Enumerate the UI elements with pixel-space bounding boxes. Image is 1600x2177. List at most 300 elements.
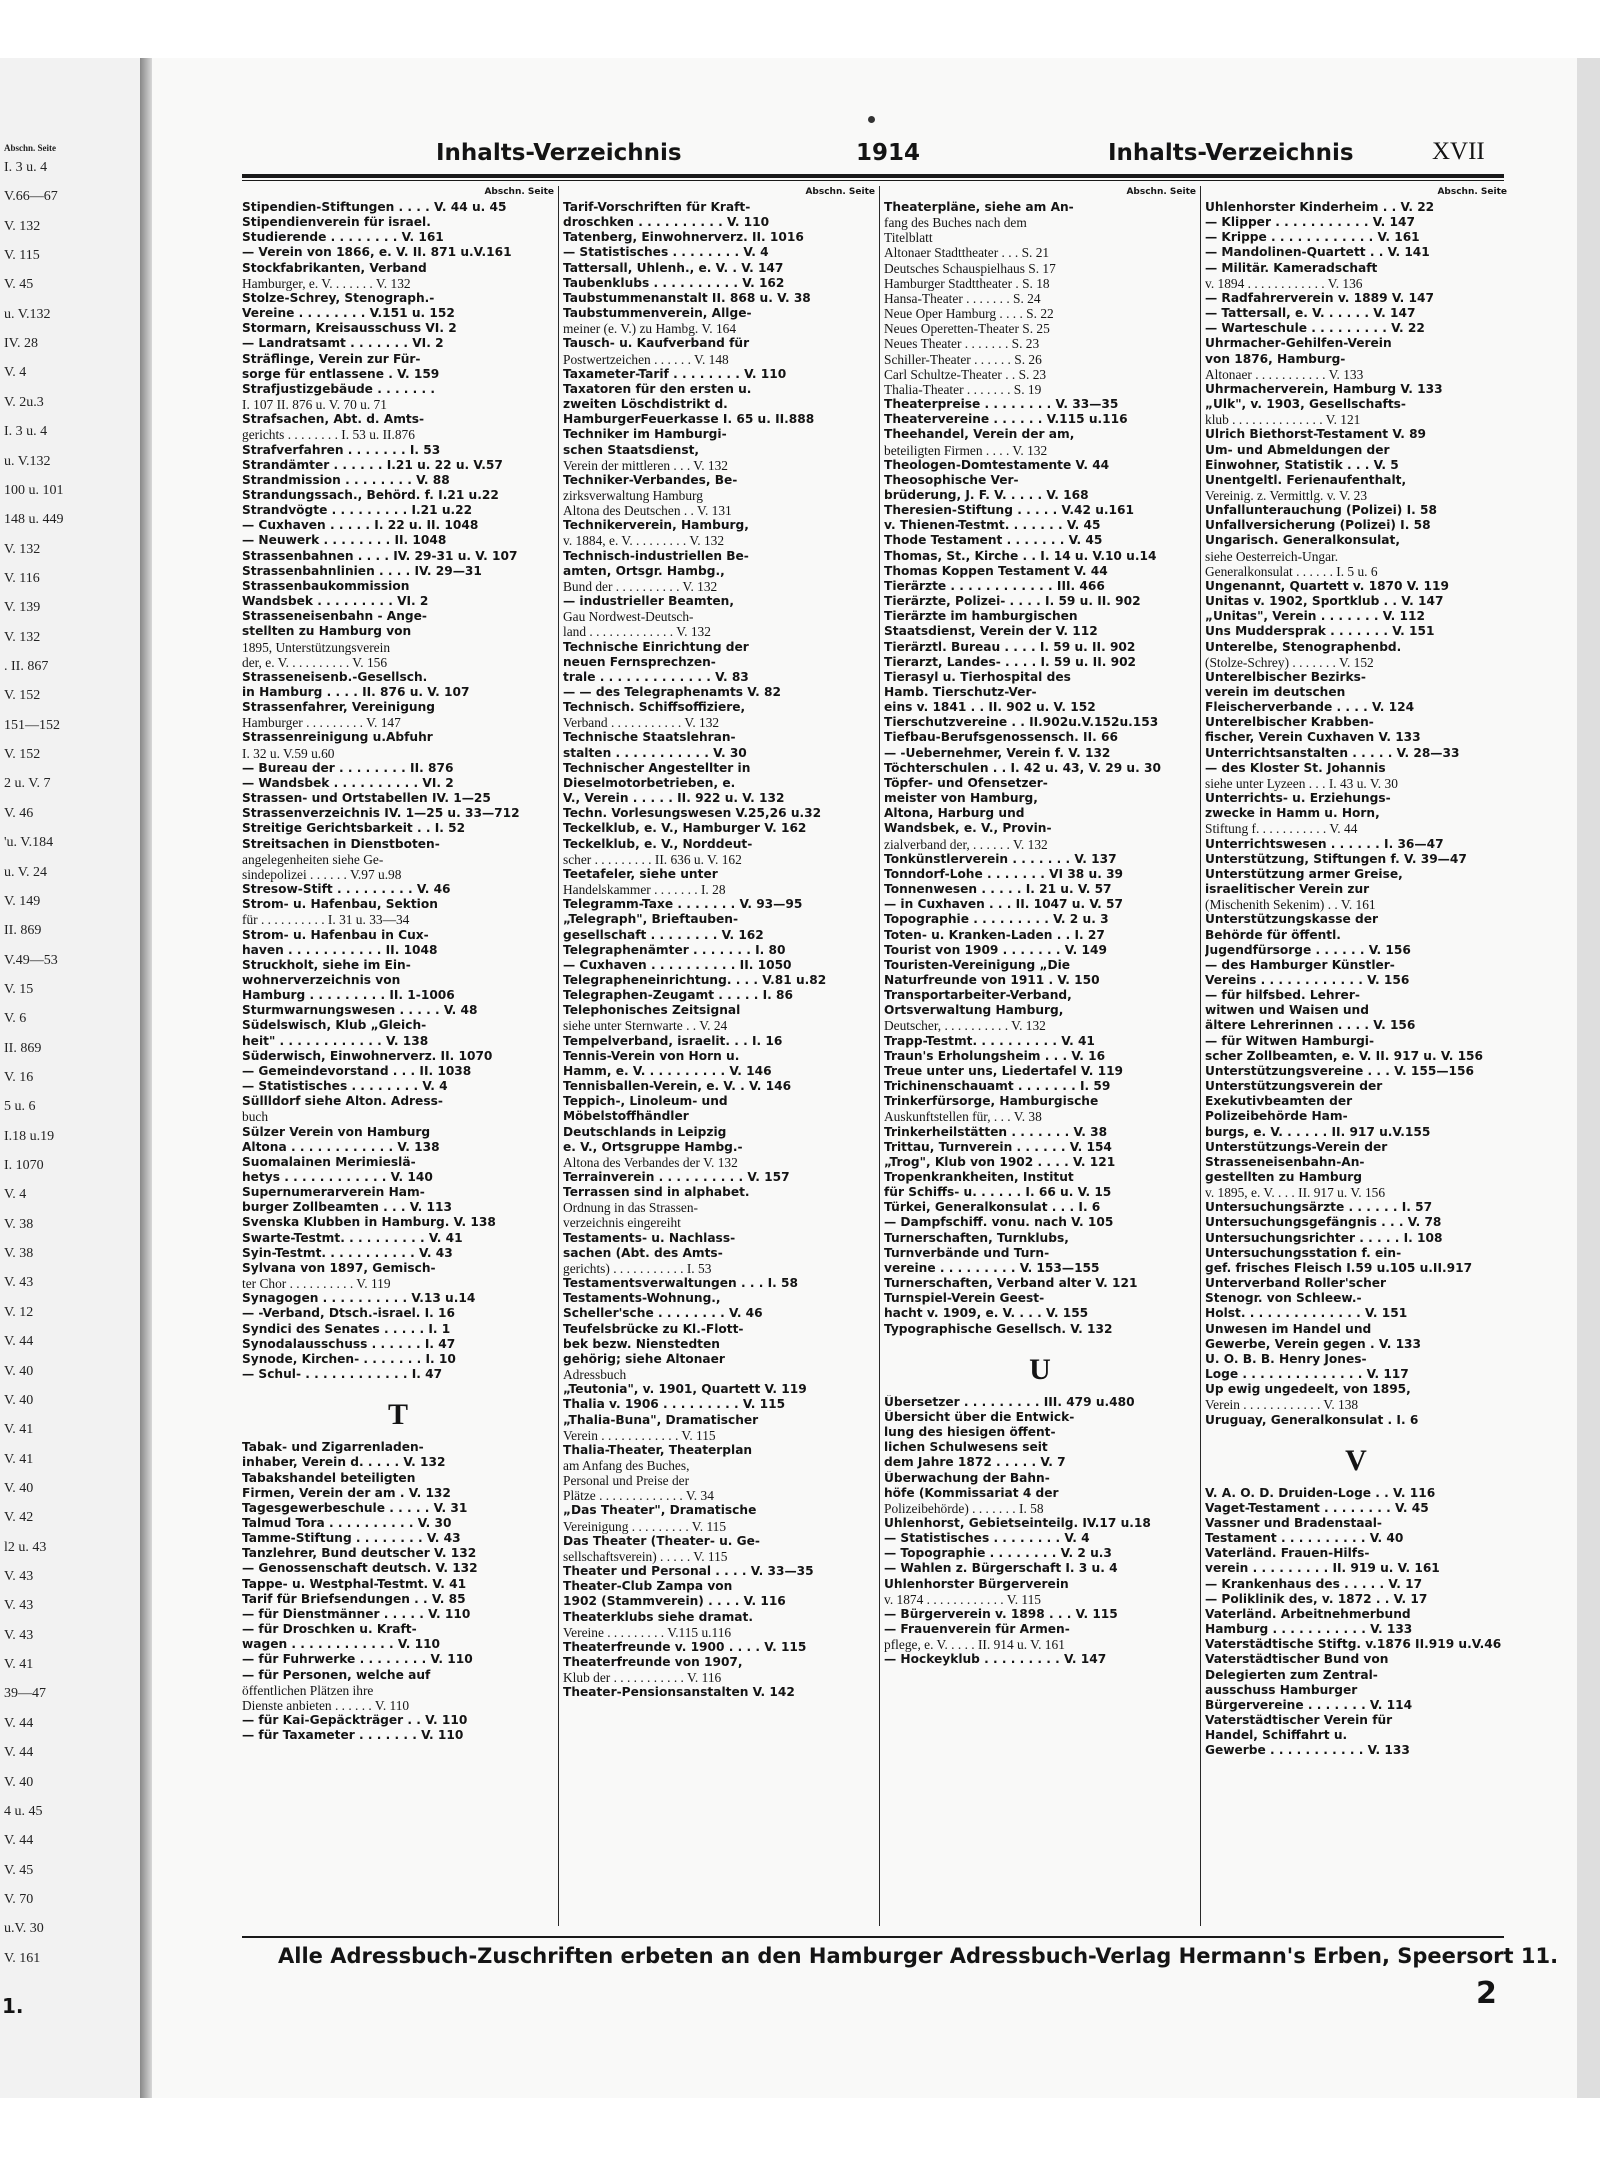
index-entry: Techniker-Verbandes, Be- bbox=[563, 472, 738, 487]
index-entry: Strafjustizgebäude . . . . . . . bbox=[242, 381, 436, 396]
index-entry: Treue unter uns, Liedertafel V. 119 bbox=[884, 1063, 1124, 1078]
index-entry: angelegenheiten siehe Ge- bbox=[242, 851, 384, 867]
index-entry: sachen (Abt. des Amts- bbox=[563, 1245, 723, 1260]
index-entry: 1895, Unterstützungsverein bbox=[242, 639, 391, 655]
index-entry: Bürgervereine . . . . . . . V. 114 bbox=[1205, 1697, 1413, 1712]
index-entry: Strassenreinigung u.Abfuhr bbox=[242, 730, 433, 745]
index-entry: Handel, Schiffahrt u. bbox=[1205, 1728, 1348, 1743]
index-entry: Testamentsverwaltungen . . . I. 58 bbox=[563, 1276, 798, 1291]
left-page-row: V. 139 bbox=[4, 600, 41, 616]
index-entry: Töchterschulen . . I. 42 u. 43, V. 29 u. 30 bbox=[884, 760, 1161, 775]
index-entry: — für Dienstmänner . . . . . V. 110 bbox=[242, 1606, 471, 1621]
index-entry: Testaments-Wohnung., bbox=[563, 1291, 721, 1306]
index-entry: v. Thienen-Testmt. . . . . . . V. 45 bbox=[884, 518, 1101, 533]
index-entry: haven . . . . . . . . . . . II. 1048 bbox=[242, 942, 438, 957]
index-entry: Unterrichtswesen . . . . . . I. 36—47 bbox=[1205, 836, 1444, 851]
index-entry: Unfallversicherung (Polizei) I. 58 bbox=[1205, 518, 1431, 533]
index-entry: Tausch- u. Kaufverband für bbox=[563, 336, 750, 351]
index-entry: Strandmission . . . . . . . . V. 88 bbox=[242, 472, 450, 487]
index-entry: v. 1894 . . . . . . . . . . . . V. 136 bbox=[1205, 275, 1363, 291]
index-entry: Uhlenhorster Bürgerverein bbox=[884, 1576, 1069, 1591]
index-entry: Unterelbischer Krabben- bbox=[1205, 715, 1374, 730]
index-entry: Unterstützung, Stiftungen f. V. 39—47 bbox=[1205, 851, 1467, 866]
left-page-row: u.V. 30 bbox=[4, 1921, 44, 1937]
index-entry: Klub der . . . . . . . . . . . V. 116 bbox=[563, 1670, 722, 1686]
left-page-row: I. 3 u. 4 bbox=[4, 160, 48, 175]
index-entry: gesellschaft . . . . . . . . V. 162 bbox=[563, 927, 764, 942]
index-entry: Traun's Erholungsheim . . . V. 16 bbox=[884, 1048, 1106, 1063]
index-entry: Tonndorf-Lohe . . . . . . . VI 38 u. 39 bbox=[884, 866, 1124, 881]
index-entry: Tabak- und Zigarrenladen- bbox=[242, 1440, 424, 1455]
index-entry: Deutschlands in Leipzig bbox=[563, 1124, 727, 1139]
index-entry: Unterstützungs-Verein der bbox=[1205, 1139, 1388, 1154]
index-entry: siehe unter Sternwarte . . V. 24 bbox=[563, 1018, 728, 1034]
left-page-row: II. 869 bbox=[4, 1040, 42, 1056]
index-entry: Techn. Vorlesungswesen V.25,26 u.32 bbox=[563, 806, 822, 821]
left-page-row: u. V.132 bbox=[4, 306, 51, 322]
column-entries bbox=[1205, 1486, 1507, 1759]
left-page-row: u. V.132 bbox=[4, 453, 51, 469]
index-entry: Transportarbeiter-Verband, bbox=[884, 988, 1072, 1003]
left-page-row: 148 u. 449 bbox=[4, 512, 64, 528]
index-entry: HamburgerFeuerkasse I. 65 u. II.888 bbox=[563, 412, 815, 427]
left-page-row: 151—152 bbox=[4, 717, 60, 733]
index-entry: — Militär. Kameradschaft bbox=[1205, 260, 1378, 275]
index-entry: — für Fuhrwerke . . . . . . . . V. 110 bbox=[242, 1652, 473, 1667]
index-entry: Sylvana von 1897, Gemisch- bbox=[242, 1260, 436, 1275]
left-page-row: V. 152 bbox=[4, 747, 41, 763]
index-entry: Trinkerheilstätten . . . . . . . V. 38 bbox=[884, 1124, 1108, 1139]
index-entry: gef. frisches Fleisch I.59 u.105 u.II.917 bbox=[1205, 1260, 1473, 1275]
index-entry: Syin-Testmt. . . . . . . . . . . V. 43 bbox=[242, 1245, 453, 1260]
index-entry: Tanzlehrer, Bund deutscher V. 132 bbox=[242, 1546, 477, 1561]
index-entry: verein . . . . . . . . . II. 919 u. V. 161 bbox=[1205, 1561, 1440, 1576]
index-entry: Untersuchungsrichter . . . . . I. 108 bbox=[1205, 1230, 1443, 1245]
left-page-row: V. 43 bbox=[4, 1627, 34, 1643]
index-entry: „Thalia-Buna", Dramatischer bbox=[563, 1412, 759, 1427]
index-entry: Vaget-Testament . . . . . . . . V. 45 bbox=[1205, 1500, 1429, 1515]
index-entry: ältere Lehrerinnen . . . . V. 156 bbox=[1205, 1018, 1416, 1033]
left-page-row: V. 44 bbox=[4, 1715, 34, 1731]
index-entry: Altona des Deutschen . . V. 131 bbox=[563, 503, 732, 519]
left-page-row: V. 41 bbox=[4, 1657, 34, 1673]
index-entry: Tennisballen-Verein, e. V. . V. 146 bbox=[563, 1079, 792, 1094]
index-entry: Stolze-Schrey, Stenograph.- bbox=[242, 290, 435, 305]
index-entry: Unterstützungsvereine . . . V. 155—156 bbox=[1205, 1063, 1474, 1078]
index-entry: Handelskammer . . . . . . . I. 28 bbox=[563, 882, 726, 898]
header-year: 1914 bbox=[856, 140, 921, 166]
left-page-row: V. 132 bbox=[4, 218, 41, 234]
left-page-row: V. 12 bbox=[4, 1304, 34, 1320]
index-entry: Einwohner, Statistik . . . V. 5 bbox=[1205, 457, 1399, 472]
left-page-row: V. 132 bbox=[4, 541, 41, 557]
index-entry: Terrainverein . . . . . . . . . . V. 157 bbox=[563, 1170, 790, 1184]
index-entry: — Cuxhaven . . . . . . . . . . II. 1050 bbox=[563, 957, 792, 972]
left-page-row: V. 42 bbox=[4, 1510, 34, 1526]
index-entry: Tamme-Stiftung . . . . . . . . V. 43 bbox=[242, 1531, 461, 1546]
index-entry: Strandvögte . . . . . . . . . I.21 u.22 bbox=[242, 503, 473, 518]
index-entry: „Trog", Klub von 1902 . . . . V. 121 bbox=[884, 1154, 1116, 1169]
index-entry: wohnerverzeichnis von bbox=[242, 972, 401, 987]
left-page-row: 2 u. V. 7 bbox=[4, 776, 51, 792]
index-entry: Stipendienverein für israel. bbox=[242, 215, 431, 230]
index-entry: ter Chor . . . . . . . . . . V. 119 bbox=[242, 1276, 391, 1292]
index-entry: Stenogr. von Schleew.- bbox=[1205, 1291, 1362, 1306]
scan-margin-bottom bbox=[0, 2098, 1600, 2177]
column-head: Abschn. Seite bbox=[484, 187, 554, 197]
index-entry: — des Kloster St. Johannis bbox=[1205, 760, 1386, 775]
index-entry: Theresien-Stiftung . . . . . V.42 u.161 bbox=[884, 503, 1134, 518]
index-entry: Delegierten zum Zentral- bbox=[1205, 1667, 1378, 1682]
left-page-row: 5 u. 6 bbox=[4, 1099, 36, 1115]
index-entry: „Teutonia", v. 1901, Quartett V. 119 bbox=[563, 1382, 807, 1397]
index-entry: Töpfer- und Ofensetzer- bbox=[884, 775, 1048, 790]
index-entry: Plätze . . . . . . . . . . . . . V. 34 bbox=[563, 1488, 714, 1504]
index-entry: — für Droschken u. Kraft- bbox=[242, 1622, 417, 1637]
binding-dot bbox=[868, 116, 875, 123]
index-entry: Technischer Angestellter in bbox=[563, 760, 751, 775]
index-entry: Tonkünstlerverein . . . . . . . V. 137 bbox=[884, 851, 1117, 866]
index-entry: Unitas v. 1902, Sportklub . . V. 147 bbox=[1205, 594, 1444, 609]
column-entries bbox=[1205, 200, 1507, 1428]
index-entry: Taxatoren für den ersten u. bbox=[563, 381, 752, 396]
index-entry: zweiten Löschdistrikt d. bbox=[563, 397, 728, 412]
index-entry: Svenska Klubben in Hamburg. V. 138 bbox=[242, 1215, 496, 1230]
index-entry: — Verein von 1866, e. V. II. 871 u.V.161 bbox=[242, 245, 512, 260]
index-entry: Streitsachen in Dienstboten- bbox=[242, 836, 440, 851]
column-entries bbox=[563, 200, 875, 1700]
column-entries bbox=[242, 1440, 554, 1743]
index-entry: trale . . . . . . . . . . . . . V. 83 bbox=[563, 669, 749, 684]
index-entry: Altona . . . . . . . . . . . . V. 138 bbox=[242, 1139, 440, 1154]
index-entry: Theater-Club Zampa von bbox=[563, 1579, 733, 1594]
index-entry: Vereine . . . . . . . . V.151 u. 152 bbox=[242, 306, 455, 321]
index-entry: — Wahlen z. Bürgerschaft I. 3 u. 4 bbox=[884, 1561, 1118, 1576]
left-page-fragment bbox=[0, 58, 142, 2098]
footer-notice: Alle Adressbuch-Zuschriften erbeten an den Hamburger Adressbuch-Verlag Hermann's Erben, Speersort 11. bbox=[278, 1944, 1559, 1968]
left-page-row: IV. 28 bbox=[4, 336, 38, 352]
index-entry: Telegramm-Taxe . . . . . . . V. 93—95 bbox=[563, 897, 803, 912]
index-entry: — Krankenhaus des . . . . . V. 17 bbox=[1205, 1576, 1423, 1591]
index-entry: — Mandolinen-Quartett . . V. 141 bbox=[1205, 245, 1430, 260]
index-entry: — Landratsamt . . . . . . . VI. 2 bbox=[242, 336, 444, 351]
scan-margin-right bbox=[1577, 58, 1600, 2098]
left-page-row: V. 161 bbox=[4, 1950, 41, 1966]
left-page-row: V. 44 bbox=[4, 1745, 34, 1761]
index-entry: Uhrmacherverein, Hamburg V. 133 bbox=[1205, 381, 1443, 396]
index-entry: Tabakshandel beteiligten bbox=[242, 1470, 416, 1485]
index-entry: Thomas Koppen Testament V. 44 bbox=[884, 563, 1108, 578]
index-entry: Testament . . . . . . . . . . V. 40 bbox=[1205, 1531, 1404, 1546]
index-entry: zwecke in Hamm u. Horn, bbox=[1205, 806, 1380, 821]
index-entry: Unterstützungsverein der bbox=[1205, 1079, 1383, 1094]
index-entry: Hamburger, e. V. . . . . . . V. 132 bbox=[242, 275, 411, 291]
index-entry: Unterrichtsanstalten . . . . . V. 28—33 bbox=[1205, 745, 1460, 760]
index-entry: Deutscher, . . . . . . . . . . V. 132 bbox=[884, 1018, 1046, 1034]
index-entry: Uhlenhorster Kinderheim . . V. 22 bbox=[1205, 200, 1435, 214]
index-entry: sindepolizei . . . . . . V.97 u.98 bbox=[242, 866, 402, 882]
index-entry: fischer, Verein Cuxhaven V. 133 bbox=[1205, 730, 1421, 745]
left-page-row: V. 41 bbox=[4, 1451, 34, 1467]
left-page-head: Abschn. Seite bbox=[4, 143, 57, 153]
index-entry: „Ulk", v. 1903, Gesellschafts- bbox=[1205, 397, 1406, 412]
left-page-footer: 1. bbox=[2, 1994, 24, 2018]
index-entry: Tennis-Verein von Horn u. bbox=[563, 1048, 740, 1063]
index-entry: Hamburger . . . . . . . . . V. 147 bbox=[242, 715, 401, 731]
index-entry: Strassenbahnen . . . . IV. 29-31 u. V. 107 bbox=[242, 548, 518, 563]
left-page-row: V. 116 bbox=[4, 570, 40, 586]
index-entry: Thalia-Theater, Theaterplan bbox=[563, 1442, 753, 1457]
index-entry: Synagogen . . . . . . . . . . V.13 u.14 bbox=[242, 1291, 476, 1306]
header-rule-thin bbox=[242, 180, 1504, 181]
index-entry: — Hockeyklub . . . . . . . . . V. 147 bbox=[884, 1652, 1107, 1667]
index-entry: Theaterfreunde v. 1900 . . . . V. 115 bbox=[563, 1639, 807, 1654]
index-entry: Übersetzer . . . . . . . . . III. 479 u.480 bbox=[884, 1394, 1135, 1409]
index-entry: gestellten zu Hamburg bbox=[1205, 1170, 1362, 1184]
index-entry: ausschuss Hamburger bbox=[1205, 1682, 1358, 1697]
index-entry: von 1876, Hamburg- bbox=[1205, 351, 1346, 366]
index-entry: in Hamburg . . . . II. 876 u. V. 107 bbox=[242, 685, 470, 699]
index-entry: (Mischenith Sekenim) . . V. 161 bbox=[1205, 897, 1376, 913]
index-entry: Theatervereine . . . . . . V.115 u.116 bbox=[884, 412, 1128, 427]
index-column-4 bbox=[1205, 186, 1507, 1926]
index-entry: — -Verband, Dtsch.-israel. I. 16 bbox=[242, 1306, 455, 1321]
index-entry: I. 32 u. V.59 u.60 bbox=[242, 745, 335, 761]
index-entry: Fleischerverbande . . . . V. 124 bbox=[1205, 700, 1415, 715]
book-spine bbox=[140, 58, 152, 2098]
index-entry: Tatenberg, Einwohnerverz. II. 1016 bbox=[563, 230, 804, 245]
index-entry: Tappe- u. Westphal-Testmt. V. 41 bbox=[242, 1576, 467, 1591]
index-entry: Strasseneisenb.-Gesellsch. bbox=[242, 669, 428, 684]
index-entry: Unterelbischer Bezirks- bbox=[1205, 669, 1366, 684]
index-entry: Turnverbände und Turn- bbox=[884, 1245, 1050, 1260]
index-entry: Topographie . . . . . . . . . V. 2 u. 3 bbox=[884, 912, 1109, 927]
index-entry: Loge . . . . . . . . . . . . . . V. 117 bbox=[1205, 1367, 1409, 1382]
index-entry: Tagesgewerbeschule . . . . . V. 31 bbox=[242, 1500, 468, 1515]
index-entry: Unentgeltl. Ferienaufenthalt, bbox=[1205, 472, 1407, 487]
index-entry: Strom- u. Hafenbau in Cux- bbox=[242, 927, 429, 942]
index-entry: stellten zu Hamburg von bbox=[242, 624, 412, 639]
index-entry: Tierarzt, Landes- . . . . I. 59 u. II. 902 bbox=[884, 654, 1137, 669]
left-page-row: V. 45 bbox=[4, 277, 34, 293]
index-entry: — Poliklinik des, v. 1872 . . V. 17 bbox=[1205, 1591, 1428, 1606]
index-entry: — für Witwen Hamburgi- bbox=[1205, 1033, 1375, 1048]
left-page-row: II. 869 bbox=[4, 923, 42, 939]
index-entry: Altona, Harburg und bbox=[884, 806, 1025, 821]
index-entry: Tempelverband, israelit. . . I. 16 bbox=[563, 1033, 783, 1048]
index-entry: — Frauenverein für Armen- bbox=[884, 1622, 1070, 1637]
index-entry: Ungarisch. Generalkonsulat, bbox=[1205, 533, 1400, 548]
index-entry: Hansa-Theater . . . . . . . S. 24 bbox=[884, 290, 1041, 306]
column-head: Abschn. Seite bbox=[805, 187, 875, 197]
index-entry: Neues Theater . . . . . . . S. 23 bbox=[884, 336, 1040, 352]
column-head: Abschn. Seite bbox=[1437, 187, 1507, 197]
left-page-row: V. 44 bbox=[4, 1833, 34, 1849]
index-entry: Verein . . . . . . . . . . . . V. 115 bbox=[563, 1427, 716, 1443]
index-entry: Wandsbek, e. V., Provin- bbox=[884, 821, 1052, 836]
index-entry: meiner (e. V.) zu Hambg. V. 164 bbox=[563, 321, 737, 337]
index-entry: — für Personen, welche auf bbox=[242, 1667, 431, 1682]
index-entry: gerichts) . . . . . . . . . . . I. 53 bbox=[563, 1260, 712, 1276]
left-page-row: l2 u. 43 bbox=[4, 1539, 47, 1555]
index-entry: Technische Staatslehran- bbox=[563, 730, 736, 745]
index-entry: Auskunftstellen für, . . . V. 38 bbox=[884, 1109, 1042, 1125]
left-page-row: V. 16 bbox=[4, 1070, 34, 1085]
index-entry: Sturmwarnungswesen . . . . . V. 48 bbox=[242, 1003, 478, 1018]
index-entry: Möbelstoffhändler bbox=[563, 1109, 689, 1124]
index-entry: Telegraphen-Zeugamt . . . . . I. 86 bbox=[563, 988, 793, 1003]
index-entry: Stresow-Stift . . . . . . . . . V. 46 bbox=[242, 882, 451, 897]
index-entry: Vereins . . . . . . . . . . . . V. 156 bbox=[1205, 972, 1410, 987]
index-entry: Technisch-industriellen Be- bbox=[563, 548, 749, 563]
index-entry: Syndici des Senates . . . . . I. 1 bbox=[242, 1321, 451, 1336]
column-entries bbox=[242, 200, 554, 1382]
index-entry: am Anfang des Buches, bbox=[563, 1457, 690, 1473]
index-entry: Bund der . . . . . . . . . . V. 132 bbox=[563, 578, 718, 594]
index-entry: für . . . . . . . . . . I. 31 u. 33—34 bbox=[242, 912, 410, 928]
index-entry: Dieselmotorbetrieben, e. bbox=[563, 775, 736, 790]
index-entry: eins v. 1841 . . II. 902 u. V. 152 bbox=[884, 700, 1096, 715]
column-head: Abschn. Seite bbox=[1126, 187, 1196, 197]
index-entry: Technische Einrichtung der bbox=[563, 639, 749, 654]
index-entry: Tiefbau-Berufsgenossensch. II. 66 bbox=[884, 730, 1118, 745]
index-entry: droschken . . . . . . . . . . V. 110 bbox=[563, 215, 770, 230]
index-entry: Personal und Preise der bbox=[563, 1473, 690, 1489]
index-entry: beteiligten Firmen . . . . V. 132 bbox=[884, 442, 1048, 458]
left-page-row: V. 41 bbox=[4, 1422, 34, 1438]
index-entry: — Tattersall, e. V. . . . . . V. 147 bbox=[1205, 306, 1416, 321]
index-entry: Südelswisch, Klub „Gleich- bbox=[242, 1018, 427, 1033]
index-entry: Tarif für Briefsendungen . . V. 85 bbox=[242, 1591, 466, 1606]
index-entry: zirksverwaltung Hamburg bbox=[563, 487, 703, 503]
index-entry: hetys . . . . . . . . . . . . V. 140 bbox=[242, 1170, 433, 1184]
index-entry: Telegrapheneinrichtung. . . . V.81 u.82 bbox=[563, 972, 827, 987]
index-entry: — Neuwerk . . . . . . . . II. 1048 bbox=[242, 533, 447, 548]
index-entry: U. O. B. B. Henry Jones- bbox=[1205, 1351, 1367, 1366]
left-page-row: 39—47 bbox=[4, 1686, 46, 1702]
index-entry: Suomalainen Merimieslä- bbox=[242, 1154, 416, 1169]
index-entry: Strafverfahren . . . . . . . I. 53 bbox=[242, 442, 441, 457]
header-left-title: Inhalts-Verzeichnis bbox=[436, 140, 682, 166]
left-page-row: u. V. 24 bbox=[4, 864, 48, 880]
index-entry: Gewerbe, Verein gegen . V. 133 bbox=[1205, 1336, 1422, 1351]
column-entries bbox=[884, 200, 1196, 1337]
index-entry: Neue Oper Hamburg . . . . S. 22 bbox=[884, 306, 1054, 322]
index-entry: öffentlichen Plätzen ihre bbox=[242, 1682, 374, 1698]
index-entry: Studierende . . . . . . . . V. 161 bbox=[242, 230, 444, 245]
index-entry: Teppich-, Linoleum- und bbox=[563, 1094, 728, 1109]
index-entry: Trinkerfürsorge, Hamburgische bbox=[884, 1094, 1099, 1109]
index-entry: Touristen-Vereinigung „Die bbox=[884, 957, 1071, 972]
index-entry: „Unitas", Verein . . . . . . . V. 112 bbox=[1205, 609, 1425, 624]
index-entry: meister von Hamburg, bbox=[884, 791, 1038, 806]
index-entry: Thalia-Theater . . . . . . . S. 19 bbox=[884, 381, 1042, 397]
index-entry: Teetafeler, siehe unter bbox=[563, 866, 718, 881]
index-entry: Unterstützung armer Greise, bbox=[1205, 866, 1403, 881]
left-page-row: V. 4 bbox=[4, 365, 27, 381]
index-entry: Sträflinge, Verein zur Für- bbox=[242, 351, 421, 366]
index-entry: Theater-Pensionsanstalten V. 142 bbox=[563, 1685, 795, 1700]
index-entry: Vaterstädtischer Verein für bbox=[1205, 1713, 1393, 1727]
index-entry: Ortsverwaltung Hamburg, bbox=[884, 1003, 1064, 1018]
index-entry: Tattersall, Uhlenh., e. V. . V. 147 bbox=[563, 260, 784, 275]
index-entry: Theaterpläne, siehe am An- bbox=[884, 200, 1074, 214]
left-page-row: V. 4 bbox=[4, 1187, 27, 1203]
scan-margin-top bbox=[0, 0, 1600, 58]
index-entry: witwen und Waisen und bbox=[1205, 1003, 1369, 1018]
index-entry: Vaterländ. Frauen-Hilfs- bbox=[1205, 1546, 1370, 1561]
index-entry: höfe (Kommissariat 4 der bbox=[884, 1485, 1059, 1500]
left-page-row: . II. 867 bbox=[4, 659, 49, 675]
index-entry: Struckholt, siehe im Ein- bbox=[242, 957, 411, 972]
index-entry: schen Staatsdienst, bbox=[563, 442, 700, 457]
index-entry: Strandämter . . . . . . I.21 u. 22 u. V.57 bbox=[242, 457, 503, 472]
index-entry: — Statistisches . . . . . . . . V. 4 bbox=[563, 245, 769, 260]
index-entry: israelitischer Verein zur bbox=[1205, 882, 1370, 897]
index-entry: pflege, e. V. . . . . II. 914 u. V. 161 bbox=[884, 1637, 1065, 1653]
index-entry: Unterelbe, Stenographenbd. bbox=[1205, 639, 1402, 654]
index-entry: gehörig; siehe Altonaer bbox=[563, 1351, 725, 1366]
index-entry: Naturfreunde von 1911 . V. 150 bbox=[884, 972, 1100, 987]
left-page-row: I.18 u.19 bbox=[4, 1128, 55, 1144]
index-entry: Staatsdienst, Verein der V. 112 bbox=[884, 624, 1098, 639]
index-entry: Trichinenschauamt . . . . . . . I. 59 bbox=[884, 1079, 1111, 1094]
header-page-roman: XVII bbox=[1432, 138, 1485, 165]
index-entry: Teufelsbrücke zu Kl.-Flott- bbox=[563, 1321, 744, 1336]
index-entry: Uruguay, Generalkonsulat . I. 6 bbox=[1205, 1412, 1419, 1427]
index-entry: Supernumerarverein Ham- bbox=[242, 1185, 425, 1200]
index-entry: bek bezw. Nienstedten bbox=[563, 1336, 720, 1351]
index-entry: Thalia v. 1906 . . . . . . . . . V. 115 bbox=[563, 1397, 786, 1412]
left-page-row: V. 70 bbox=[4, 1891, 34, 1907]
left-page-row: V. 40 bbox=[4, 1774, 34, 1790]
index-entry: Sülzer Verein von Hamburg bbox=[242, 1124, 431, 1139]
index-entry: „Telegraph", Brieftauben- bbox=[563, 912, 739, 927]
index-entry: Adressbuch bbox=[563, 1367, 627, 1383]
index-entry: Telegraphenämter . . . . . . . I. 80 bbox=[563, 942, 786, 957]
index-entry: — — des Telegraphenamts V. 82 bbox=[563, 685, 781, 699]
index-entry: Postwertzeichen . . . . . . V. 148 bbox=[563, 351, 729, 367]
left-page-row: V. 6 bbox=[4, 1011, 27, 1027]
index-entry: Theologen-Domtestamente V. 44 bbox=[884, 457, 1110, 472]
index-entry: Testaments- u. Nachlass- bbox=[563, 1230, 736, 1245]
index-entry: neuen Fernsprechzen- bbox=[563, 654, 716, 669]
left-page-row: V. 45 bbox=[4, 1862, 34, 1878]
index-entry: buch bbox=[242, 1109, 269, 1125]
index-entry: Strassenbahnlinien . . . . IV. 29—31 bbox=[242, 563, 482, 578]
index-entry: (Stolze-Schrey) . . . . . . . V. 152 bbox=[1205, 654, 1374, 670]
index-entry: Toten- u. Kranken-Laden . . I. 27 bbox=[884, 927, 1105, 942]
index-entry: — in Cuxhaven . . . II. 1047 u. V. 57 bbox=[884, 897, 1124, 912]
index-entry: Strafsachen, Abt. d. Amts- bbox=[242, 412, 425, 427]
index-entry: fang des Buches nach dem bbox=[884, 215, 1027, 231]
index-entry: Hamm, e. V. . . . . . . . . . V. 146 bbox=[563, 1063, 772, 1078]
left-page-row: 'u. V.184 bbox=[4, 835, 54, 851]
section-letter: U bbox=[1029, 1352, 1051, 1386]
index-entry: Vereinigung . . . . . . . . . V. 115 bbox=[563, 1518, 727, 1534]
column-divider bbox=[558, 186, 559, 1926]
index-entry: — für Taxameter . . . . . . . V. 110 bbox=[242, 1728, 464, 1743]
index-entry: Holst. . . . . . . . . . . . . . V. 151 bbox=[1205, 1306, 1408, 1321]
index-entry: Thomas, St., Kirche . . I. 14 u. V.10 u.14 bbox=[884, 548, 1157, 563]
left-page-row: V. 43 bbox=[4, 1275, 34, 1291]
index-entry: Wandsbek . . . . . . . . . VI. 2 bbox=[242, 594, 429, 609]
index-entry: Strassenverzeichnis IV. 1—25 u. 33—712 bbox=[242, 806, 520, 821]
index-entry: Theater und Personal . . . . V. 33—35 bbox=[563, 1564, 814, 1579]
index-entry: v. 1874 . . . . . . . . . . . . V. 115 bbox=[884, 1591, 1041, 1607]
index-entry: Gau Nordwest-Deutsch- bbox=[563, 609, 694, 625]
index-entry: Swarte-Testmt. . . . . . . . . . V. 41 bbox=[242, 1230, 463, 1245]
